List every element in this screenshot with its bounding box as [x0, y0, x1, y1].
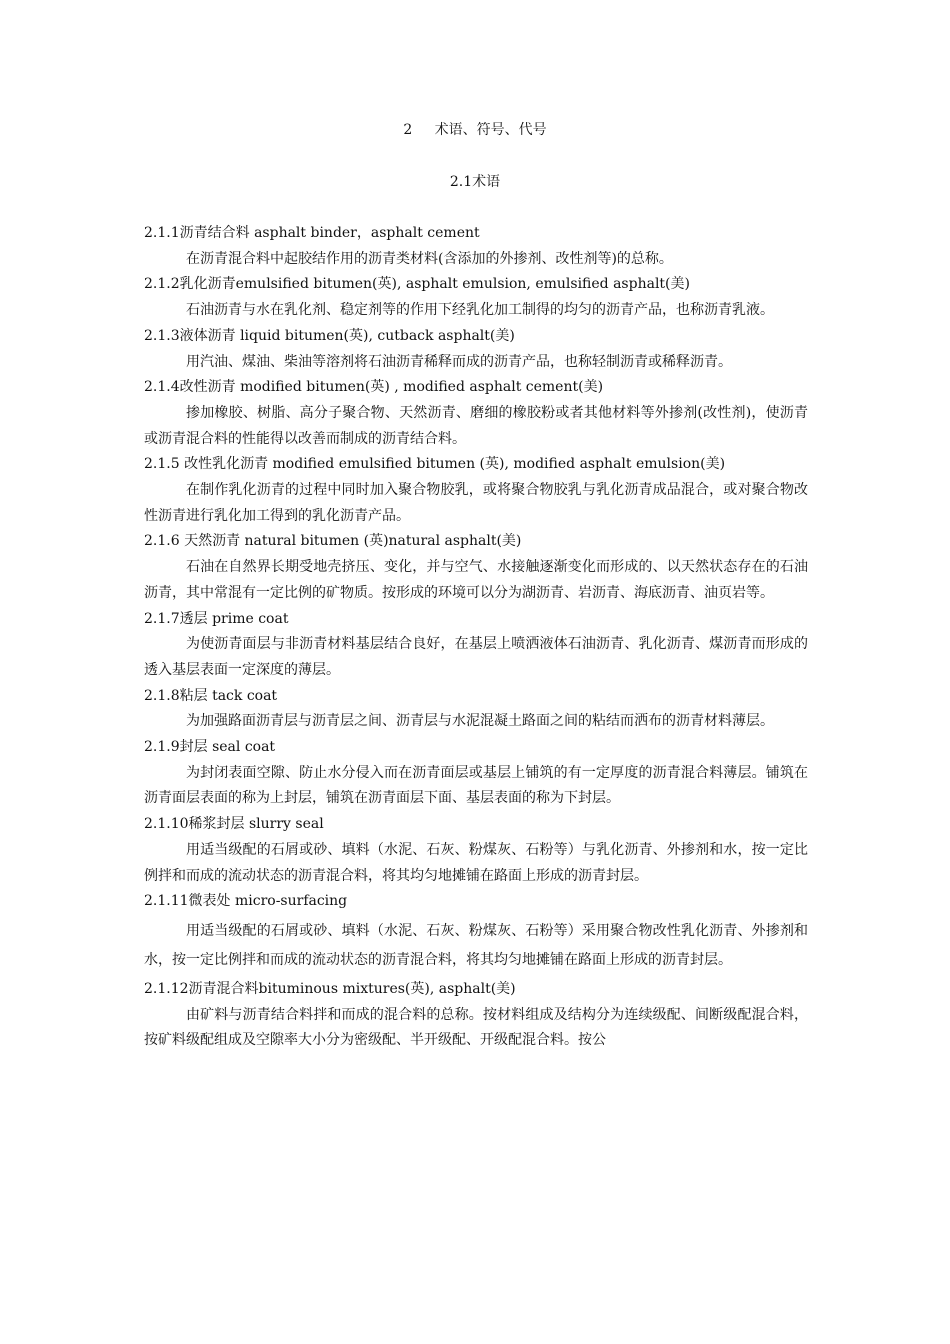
term-heading-2-1-8: 2.1.8粘层 tack coat: [144, 687, 278, 704]
term-heading-2-1-11: 2.1.11微表处 micro-surfacing: [144, 893, 348, 910]
term-definition-2-1-3: 用汽油、煤油、柴油等溶剂将石油沥青稀释而成的沥青产品，也称轻制沥青或稀释沥青。: [186, 353, 732, 370]
term-heading-2-1-1: 2.1.1沥青结合料 asphalt binder，asphalt cement: [144, 225, 480, 241]
term-heading-2-1-12: 2.1.12沥青混合料bituminous mixtures(英), asphalt(美): [144, 980, 516, 997]
term-definition-2-1-12: 由矿料与沥青结合料拌和而成的混合料的总称。按材料组成及结构分为连续级配、间断级配混合料，按矿料级配组成及空隙率大小分为密级配、半开级配、开级配混合料。按公: [144, 1006, 808, 1049]
term-heading-2-1-5: 2.1.5 改性乳化沥青 modified emulsified bitumen (英), modified asphalt emulsion(美): [144, 456, 726, 473]
term-definition-2-1-1: 在沥青混合料中起胶结作用的沥青类材料(含添加的外掺剂、改性剂等)的总称。: [186, 250, 673, 267]
term-list: [144, 221, 808, 1054]
term-definition-2-1-4: 掺加橡胶、树脂、高分子聚合物、天然沥青、磨细的橡胶粉或者其他材料等外掺剂(改性剂)，使沥青或沥青混合料的性能得以改善而制成的沥青结合料。: [144, 404, 808, 447]
term-definition-2-1-8: 为加强路面沥青层与沥青层之间、沥青层与水泥混凝土路面之间的粘结而洒布的沥青材料薄层。: [186, 713, 774, 730]
term-definition-2-1-2: 石油沥青与水在乳化剂、稳定剂等的作用下经乳化加工制得的均匀的沥青产品，也称沥青乳液。: [186, 302, 774, 319]
term-definition-2-1-7: 为使沥青面层与非沥青材料基层结合良好，在基层上喷洒液体石油沥青、乳化沥青、煤沥青而形成的透入基层表面一定深度的薄层。: [144, 636, 808, 678]
chapter-title: 2 术语、符号、代号: [403, 122, 547, 138]
term-heading-2-1-7: 2.1.7透层 prime coat: [144, 610, 289, 627]
term-heading-2-1-2: 2.1.2乳化沥青emulsified bitumen(英), asphalt emulsion, emulsified asphalt(美): [144, 276, 690, 293]
term-definition-2-1-11: 用适当级配的石屑或砂、填料（水泥、石灰、粉煤灰、石粉等）采用聚合物改性乳化沥青、外掺剂和水，按一定比例拌和而成的流动状态的沥青混合料，将其均匀地摊铺在路面上形成的沥青封层。: [144, 922, 808, 968]
term-heading-2-1-3: 2.1.3液体沥青 liquid bitumen(英), cutback asphalt(美): [144, 327, 515, 344]
term-heading-2-1-6: 2.1.6 天然沥青 natural bitumen (英)natural asphalt(美): [144, 533, 522, 550]
section-title: 2.1术语: [449, 174, 501, 190]
term-definition-2-1-9: 为封闭表面空隙、防止水分侵入而在沥青面层或基层上铺筑的有一定厚度的沥青混合料薄层。铺筑在沥青面层表面的称为上封层，铺筑在沥青面层下面、基层表面的称为下封层。: [144, 764, 808, 807]
term-heading-2-1-4: 2.1.4改性沥青 modified bitumen(英) , modified asphalt cement(美): [144, 379, 604, 396]
term-definition-2-1-6: 石油在自然界长期受地壳挤压、变化，并与空气、水接触逐渐变化而形成的、以天然状态存在的石油沥青，其中常混有一定比例的矿物质。按形成的环境可以分为湖沥青、岩沥青、海底沥青、油页岩等。: [144, 559, 808, 601]
term-definition-2-1-5: 在制作乳化沥青的过程中同时加入聚合物胶乳，或将聚合物胶乳与乳化沥青成品混合，或对聚合物改性沥青进行乳化加工得到的乳化沥青产品。: [144, 482, 808, 524]
term-definition-2-1-10: 用适当级配的石屑或砂、填料（水泥、石灰、粉煤灰、石粉等）与乳化沥青、外掺剂和水，按一定比例拌和而成的流动状态的沥青混合料，将其均匀地摊铺在路面上形成的沥青封层。: [144, 841, 808, 884]
term-heading-2-1-9: 2.1.9封层 seal coat: [144, 739, 276, 756]
term-heading-2-1-10: 2.1.10稀浆封层 slurry seal: [144, 816, 324, 833]
